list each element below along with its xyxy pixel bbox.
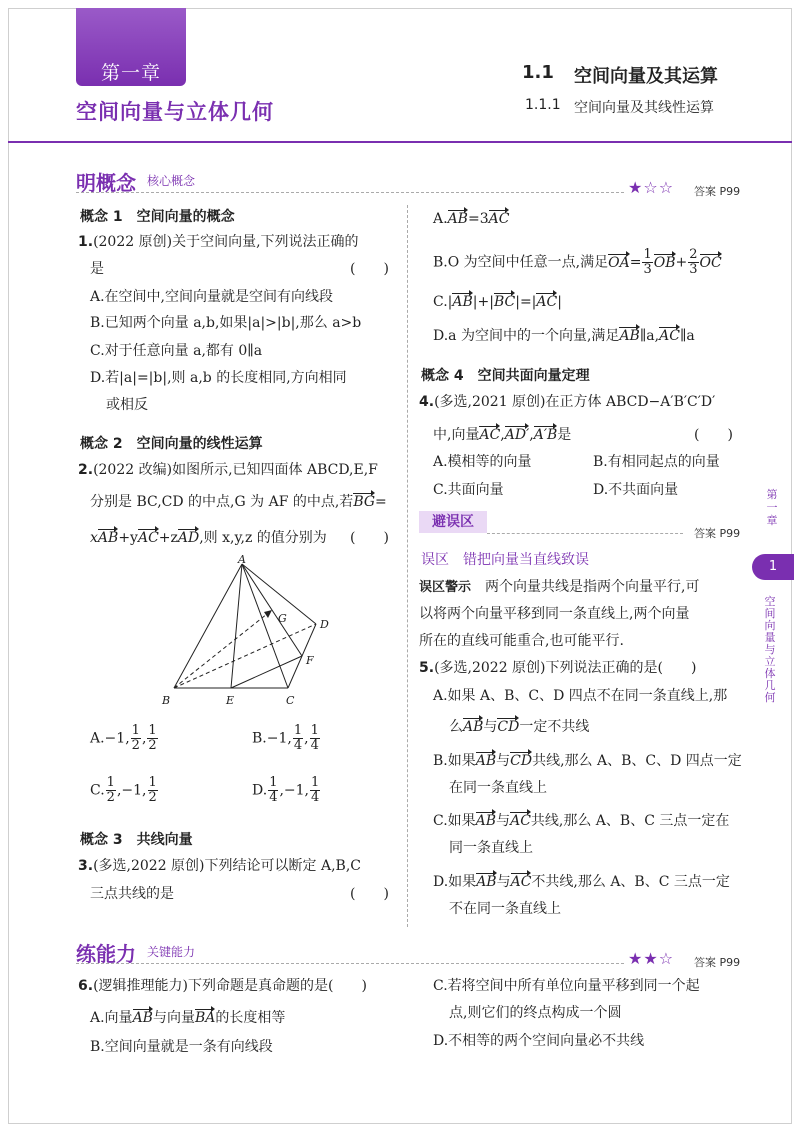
band-concept-subtitle: 核心概念 [147,174,196,188]
warning-line-2: 以将两个向量平移到同一条直线上,两个向量 [419,606,690,622]
answer-ref: 答案 P99 [694,185,741,198]
chapter-label: 第一章 [100,62,161,84]
section-title: 空间向量及其运算 [574,66,718,87]
question-2-line-3: xAB+yAC+zAD,则 x,y,z 的值分别为 [90,530,327,546]
label-a: A [238,554,246,566]
label-d: D [320,618,329,631]
option-1-b: B.已知两个向量 a,b,如果|a|>|b|,那么 a>b [90,315,362,331]
error-zone-rule [487,533,683,534]
answer-ref: 答案 P99 [694,956,741,969]
option-6-b: B.空间向量就是一条有向线段 [90,1039,273,1055]
band-concept-rule [76,192,624,193]
arrowhead [264,610,272,618]
option-6-c-line-1: C.若将空间中所有单位向量平移到同一个起 [433,978,700,994]
option-5-c-line-1: C.如果AB与AC共线,那么 A、B、C 三点一定在 [433,813,730,829]
question-5-line-1: 5.(多选,2022 原创)下列说法正确的是( ) [419,660,697,676]
segment-ae [231,564,242,688]
question-number: 1. [78,234,94,250]
answer-paren: ( ) [694,427,733,443]
section-number: 1.1 [522,62,554,83]
error-title: 误区 错把向量当直线致误 [421,552,589,568]
band-practice-rule [76,963,624,964]
edge-ab [174,564,242,688]
option-3-a: A.AB=3AC [433,211,510,227]
question-1-line-2: 是 [90,261,104,277]
question-number: 2. [78,462,94,478]
warning-line-1: 误区警示 两个向量共线是指两个向量平行,可 [419,579,700,595]
option-2-d: D. $\frac{1}{4}$ ,−1, $\frac{1}{4}$ [252,775,320,805]
answer-paren: ( ) [350,530,389,546]
answer-paren: ( ) [350,261,389,277]
option-3-b: B.O 为空间中任意一点,满足OA= $\frac{1}{3}$ OB+ $\frac{2}{3}$ OC [433,247,722,277]
question-number: 3. [78,858,94,874]
vector-bg: BG [353,494,376,510]
concept-1-title: 概念 1 空间向量的概念 [80,209,235,225]
question-2-line-2: 分别是 BC,CD 的中点,G 为 AF 的中点,若BG= [90,494,387,510]
option-1-a: A.在空间中,空间向量就是空间有向线段 [90,289,334,305]
band-concept-title: 明概念 [76,171,136,195]
side-chapter-number: 1 [752,554,794,580]
side-chapter-tab: 第 一 章 [766,488,778,527]
column-divider [407,205,408,927]
option-6-c-line-2: 点,则它们的终点构成一个圆 [449,1005,622,1021]
question-3-line-2: 三点共线的是 [90,886,174,902]
option-2-a: A.−1, $\frac{1}{2}$ , $\frac{1}{2}$ [90,723,157,753]
option-1-d-line-2: 或相反 [106,397,148,413]
option-5-a-line-2: 么AB与CD一定不共线 [449,719,590,735]
option-2-b: B.−1, $\frac{1}{4}$ , $\frac{1}{4}$ [252,723,319,753]
question-4-line-1: 4.(多选,2021 原创)在正方体 ABCD−A′B′C′D′ [419,394,716,410]
label-g: G [278,612,287,625]
question-number: 4. [419,394,435,410]
concept-3-title: 概念 3 共线向量 [80,832,193,848]
question-4-line-2: 中,向量AC,AD′,A′B是 [433,427,572,443]
option-4-b: B.有相同起点的向量 [593,454,720,470]
option-5-a-line-1: A.如果 A、B、C、D 四点不在同一条直线上,那 [433,688,728,704]
chapter-title: 空间向量与立体几何 [76,100,274,124]
error-zone-tag: 避误区 [419,511,487,533]
answer-ref: 答案 P99 [694,527,741,540]
label-f: F [306,654,314,667]
question-number: 5. [419,660,435,676]
answer-paren: ( ) [350,886,389,902]
difficulty-stars: ★☆☆ [628,178,675,197]
hidden-edge-bd [174,624,316,688]
concept-2-title: 概念 2 空间向量的线性运算 [80,436,263,452]
option-2-c: C. $\frac{1}{2}$ ,−1, $\frac{1}{2}$ [90,775,157,805]
option-6-d: D.不相等的两个空间向量必不共线 [433,1033,645,1049]
option-5-b-line-2: 在同一条直线上 [449,780,547,796]
segment-ef [231,656,302,688]
option-1-c: C.对于任意向量 a,都有 0∥a [90,343,263,359]
warning-line-3: 所在的直线可能重合,也可能平行. [419,633,624,649]
option-3-c: C.|AB|+|BC|=|AC| [433,294,562,310]
option-5-d-line-2: 不在同一条直线上 [449,901,561,917]
band-practice-subtitle: 关键能力 [147,945,196,959]
difficulty-stars: ★★☆ [628,949,675,968]
option-4-c: C.共面向量 [433,482,504,498]
option-5-d-line-1: D.如果AB与AC不共线,那么 A、B、C 三点一定 [433,874,730,890]
band-practice-title: 练能力 [76,942,136,966]
label-e: E [226,694,235,707]
option-4-a: A.模相等的向量 [433,454,532,470]
option-5-b-line-1: B.如果AB与CD共线,那么 A、B、C、D 四点一定 [433,753,742,769]
side-chapter-title: 空 间 向 量 与 立 体 几 何 [764,595,776,704]
label-c: C [286,694,295,707]
label-b: B [162,694,171,707]
subsection-title: 空间向量及其线性运算 [574,100,714,116]
question-3-line-1: 3.(多选,2022 原创)下列结论可以断定 A,B,C [78,858,361,874]
question-2-line-1: 2.(2022 改编)如图所示,已知四面体 ABCD,E,F [78,462,378,478]
subsection-number: 1.1.1 [525,97,561,113]
option-5-c-line-2: 同一条直线上 [449,840,533,856]
question-number: 6. [78,978,94,994]
question-1-line-1: 1.(2022 原创)关于空间向量,下列说法正确的 [78,234,359,250]
option-6-a: A.向量AB与向量BA的长度相等 [90,1010,286,1026]
option-1-d-line-1: D.若|a|=|b|,则 a,b 的长度相同,方向相同 [90,370,347,386]
tetrahedron-figure [160,554,340,714]
option-4-d: D.不共面向量 [593,482,679,498]
concept-4-title: 概念 4 空间共面向量定理 [421,368,590,384]
option-3-d: D.a 为空间中的一个向量,满足AB∥a,AC∥a [433,328,695,344]
question-6-line-1: 6.(逻辑推理能力)下列命题是真命题的是( ) [78,978,367,994]
header-rule [8,141,792,143]
